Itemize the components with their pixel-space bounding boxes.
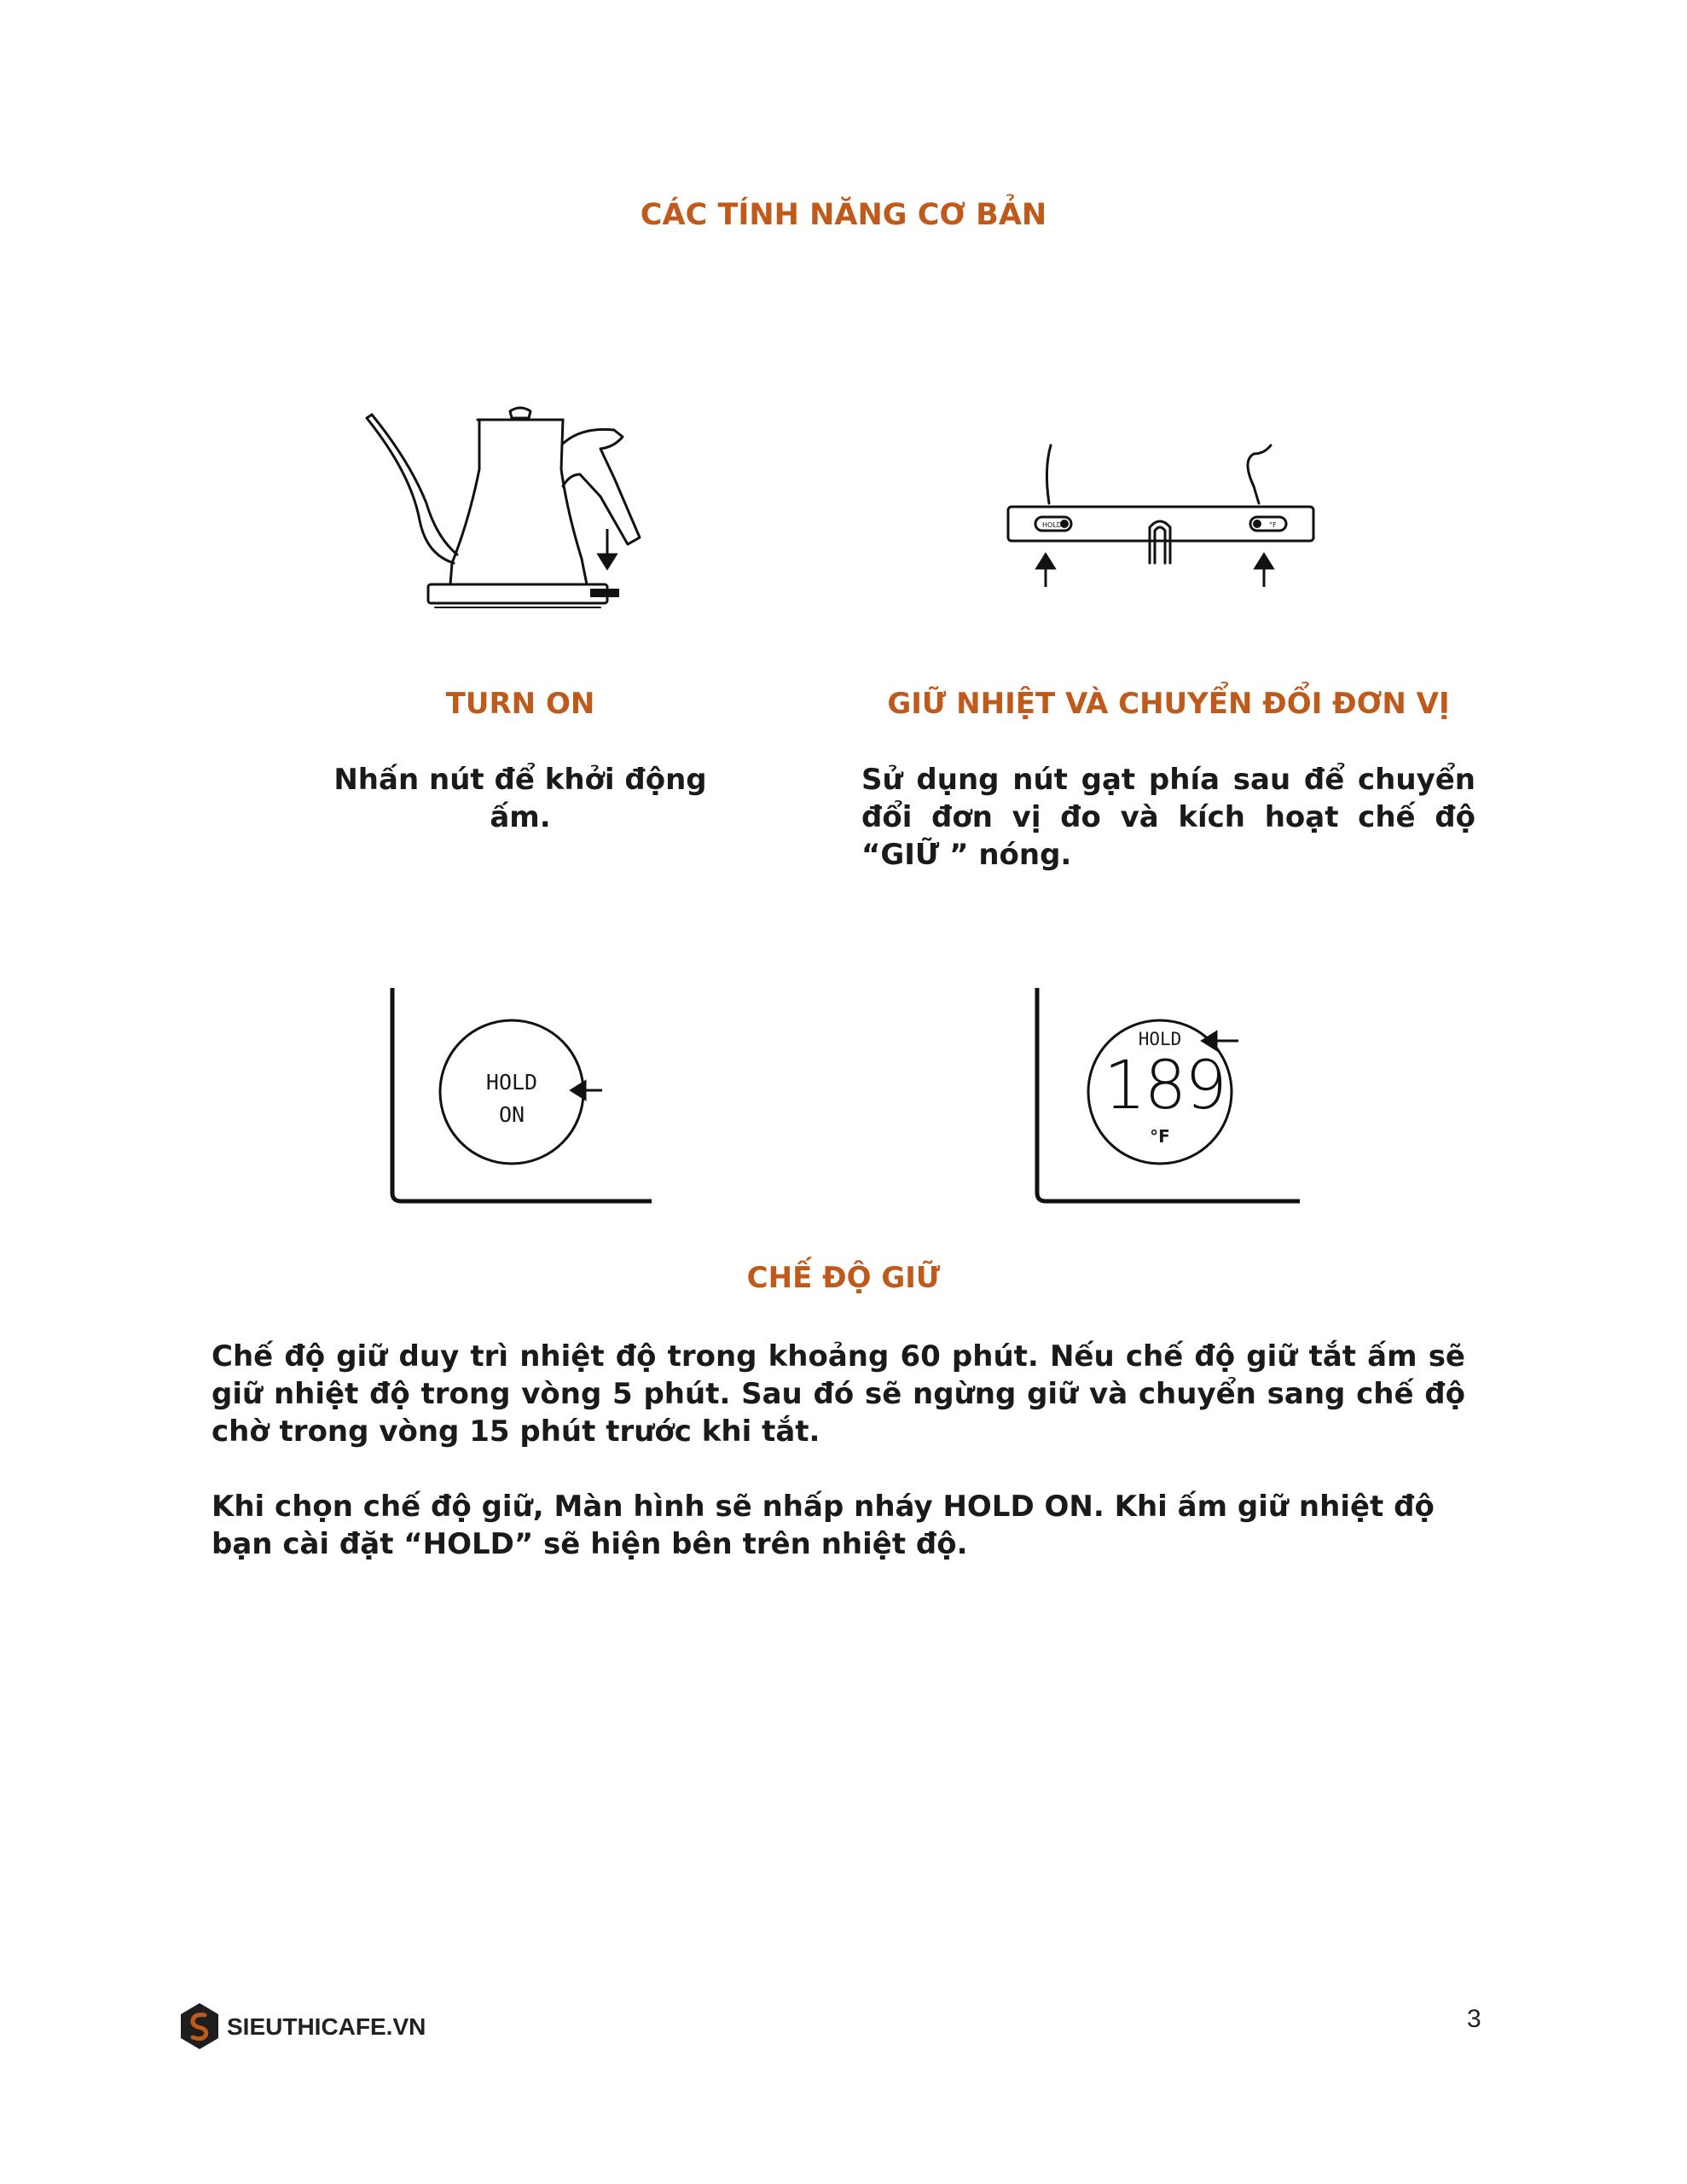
brand-logo-icon xyxy=(177,2001,222,2051)
display-hold-indicator: HOLD xyxy=(1138,1029,1182,1049)
brand-name: SIEUTHICAFE.VN xyxy=(227,2013,426,2040)
brand-logo xyxy=(177,2001,426,2053)
page-title: CÁC TÍNH NĂNG CƠ BẢN xyxy=(640,198,1047,232)
hold-on-display-illustration xyxy=(389,988,653,1210)
svg-text:°F: °F xyxy=(1269,521,1277,529)
display-temperature-value: 189 xyxy=(1104,1048,1226,1124)
turn-on-text: Nhấn nút để khởi động ấm. xyxy=(333,763,707,834)
hold-mode-paragraph-1: Chế độ giữ duy trì nhiệt độ trong khoảng 60 phút. Nếu chế độ giữ tắt ấm sẽ giữ nhiệt độ trong vòng 5 phút. Sau đó sẽ ngừng giữ và chuyển sang chế độ chờ trong vòng 15 phút trước khi tắt. xyxy=(212,1339,1465,1449)
hold-mode-heading: CHẾ ĐỘ GIỮ xyxy=(746,1261,941,1295)
page-number: 3 xyxy=(1467,2005,1481,2033)
display-on-label: ON xyxy=(498,1102,525,1127)
svg-text:HOLD: HOLD xyxy=(1042,521,1062,529)
hold-units-heading: GIỮ NHIỆT VÀ CHUYỂN ĐỔI ĐƠN VỊ xyxy=(887,687,1450,721)
kettle-power-button-illustration xyxy=(358,392,682,631)
kettle-base-switch-illustration xyxy=(998,435,1322,606)
display-screen-hold-on xyxy=(466,1066,558,1131)
power-button-marker xyxy=(590,589,619,597)
turn-on-heading: TURN ON xyxy=(445,687,595,721)
display-unit-indicator: °F xyxy=(1150,1126,1170,1147)
hold-temperature-display-illustration xyxy=(1034,988,1307,1210)
hold-mode-paragraph-2: Khi chọn chế độ giữ, Màn hình sẽ nhấp nháy HOLD ON. Khi ấm giữ nhiệt độ bạn cài đặt “HOLD” sẽ hiện bên trên nhiệt độ. xyxy=(212,1490,1435,1561)
hold-units-text: Sử dụng nút gạt phía sau để chuyển đổi đơn vị đo và kích hoạt chế độ “GIỮ ” nóng. xyxy=(861,763,1475,872)
display-hold-label: HOLD xyxy=(485,1070,538,1095)
